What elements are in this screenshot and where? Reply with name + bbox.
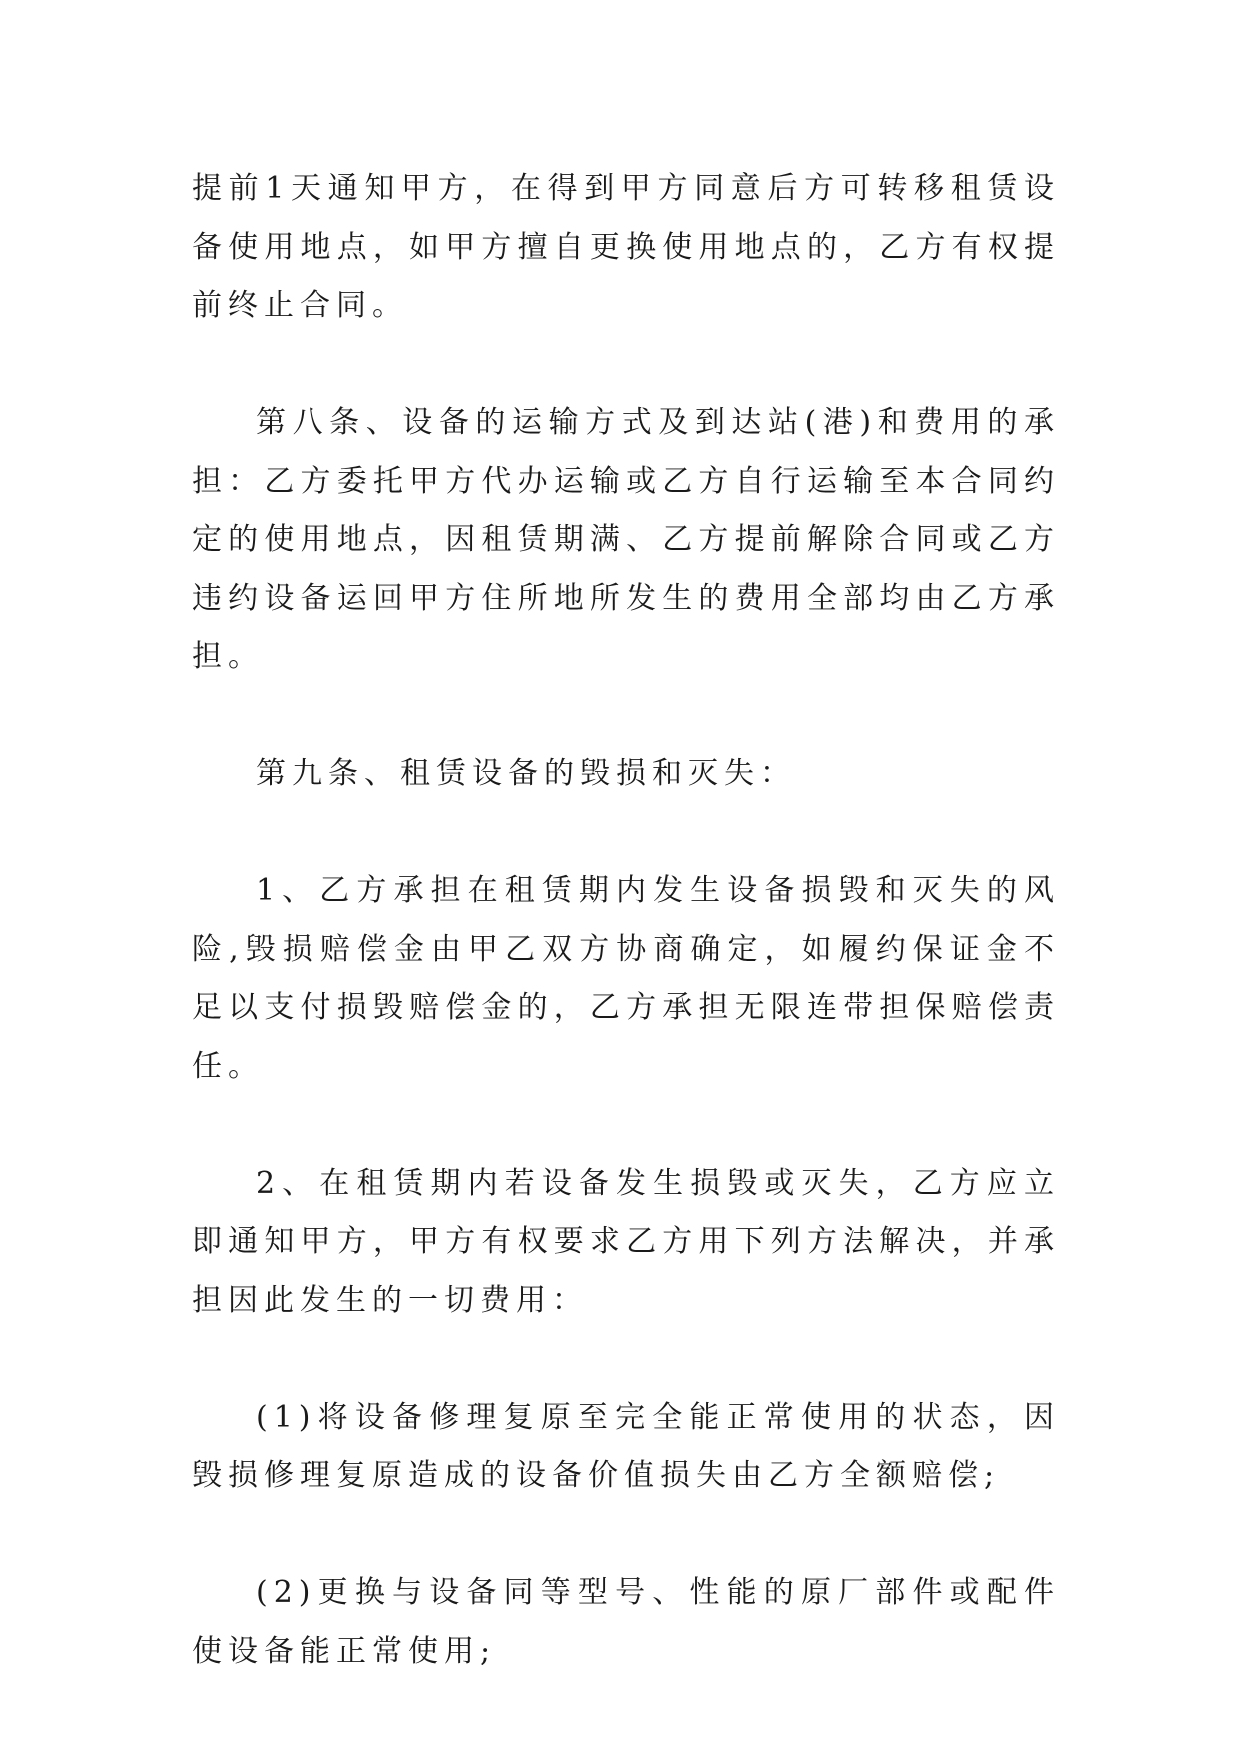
paragraph-article-9-heading: 第九条、租赁设备的毁损和灭失： [256, 756, 796, 791]
document-body [192, 160, 1060, 1740]
paragraph-remedy-option-2: (2)更换与设备同等型号、性能的原厂部件或配件使设备能正常使用; [192, 1575, 1060, 1669]
paragraph-article-9-item-1: 1、乙方承担在租赁期内发生设备损毁和灭失的风险,毁损赔偿金由甲乙双方协商确定，如履约保证金不足以支付损毁赔偿金的，乙方承担无限连带担保赔偿责任。 [192, 873, 1060, 1084]
paragraph-remedy-option-1: (1)将设备修理复原至完全能正常使用的状态，因毁损修理复原造成的设备价值损失由乙方全额赔偿; [192, 1399, 1060, 1493]
paragraph-article-9-item-2: 2、在租赁期内若设备发生损毁或灭失，乙方应立即通知甲方，甲方有权要求乙方用下列方法解决，并承担因此发生的一切费用： [192, 1165, 1060, 1318]
paragraph-article-8-transport: 第八条、设备的运输方式及到达站(港)和费用的承担：乙方委托甲方代办运输或乙方自行运输至本合同约定的使用地点，因租赁期满、乙方提前解除合同或乙方违约设备运回甲方住所地所发生的费用全部均由乙方承担。 [192, 405, 1060, 674]
paragraph-relocation-notice: 提前1天通知甲方，在得到甲方同意后方可转移租赁设备使用地点，如甲方擅自更换使用地点的，乙方有权提前终止合同。 [192, 171, 1060, 323]
